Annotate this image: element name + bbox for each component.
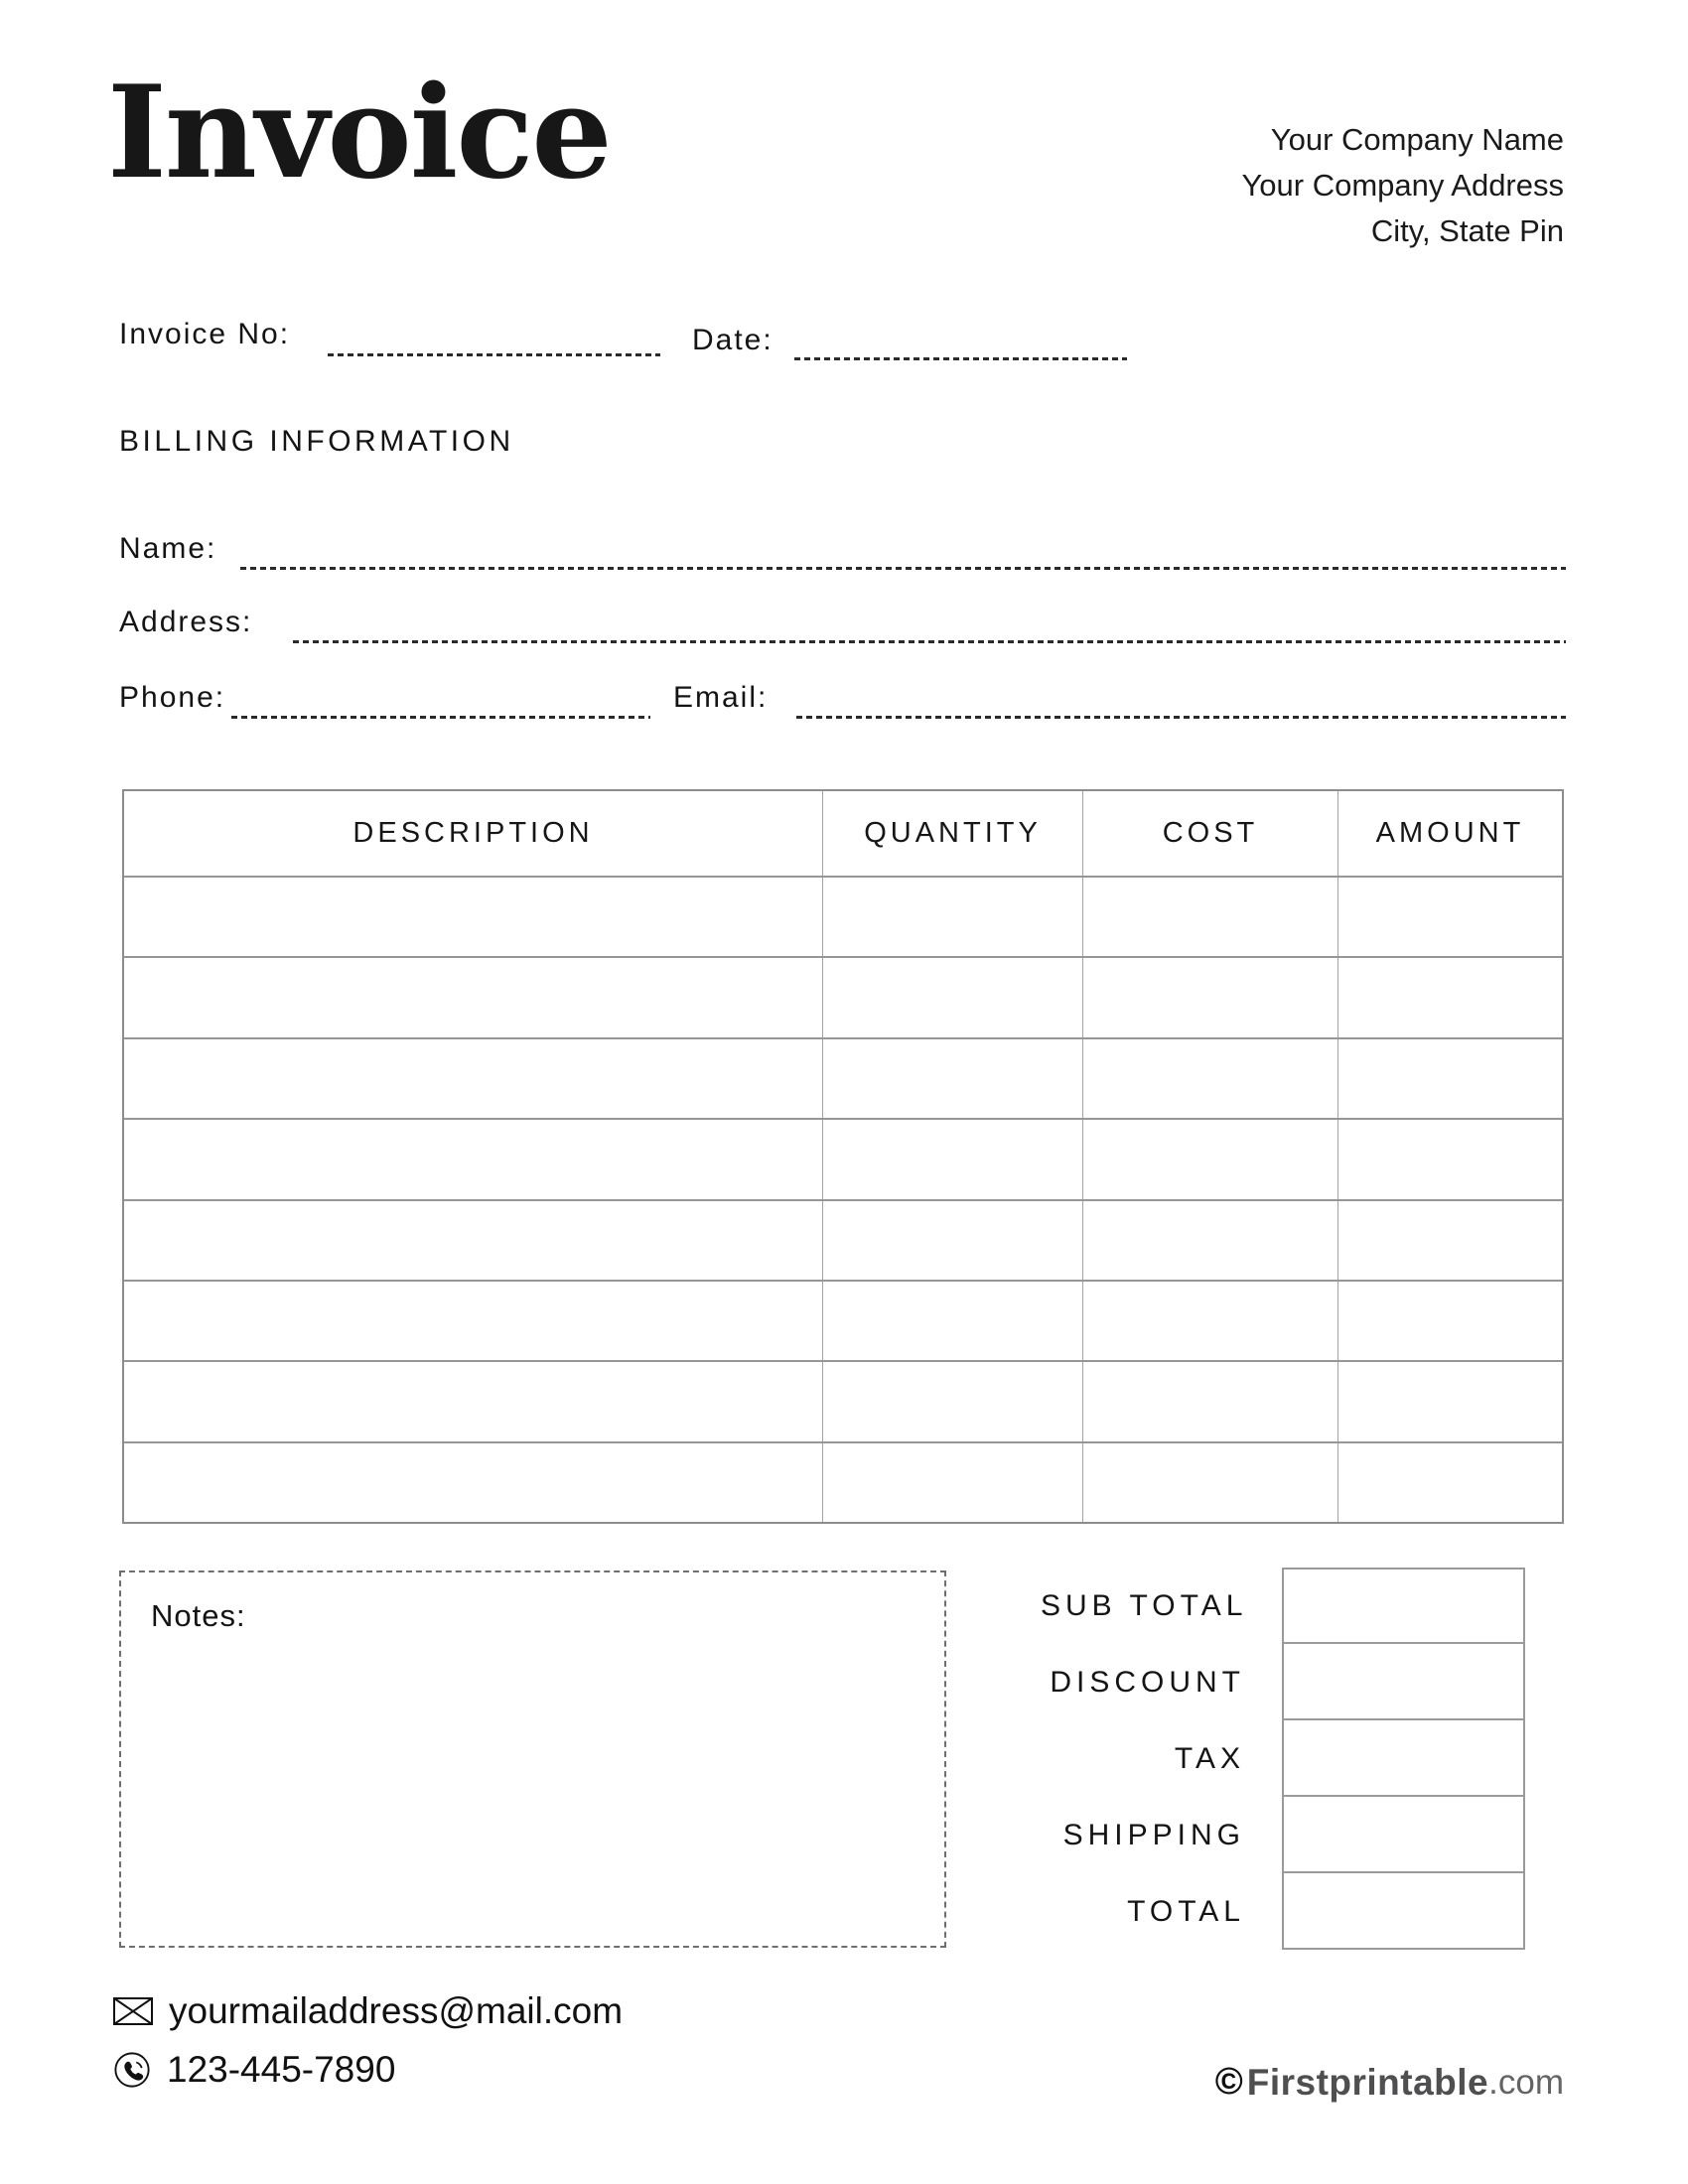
table-cell[interactable] [1337, 878, 1562, 956]
table-cell[interactable] [1337, 1362, 1562, 1440]
page-title: Invoice [107, 59, 611, 207]
total-row [1041, 1873, 1564, 1950]
tax-label: TAX [1174, 1741, 1245, 1775]
shipping-label: SHIPPING [1062, 1818, 1245, 1851]
table-cell[interactable] [822, 1362, 1082, 1440]
table-cell[interactable] [124, 1362, 822, 1440]
table-row [124, 1280, 1562, 1360]
table-cell[interactable] [822, 1039, 1082, 1118]
company-info [1241, 117, 1564, 254]
contact-phone-text: 123-445-7890 [167, 2049, 396, 2090]
table-cell[interactable] [1337, 1120, 1562, 1198]
table-cell[interactable] [124, 1282, 822, 1360]
brand-logo [1215, 2061, 1564, 2104]
contact-email-text: yourmailaddress@mail.com [169, 1990, 624, 2031]
phone-field[interactable] [231, 716, 650, 719]
table-cell[interactable] [1082, 1120, 1337, 1198]
date-field[interactable] [794, 357, 1127, 360]
table-header-row [124, 791, 1562, 876]
notes-box[interactable] [119, 1570, 946, 1948]
phone-label: Phone: [119, 681, 226, 714]
table-cell[interactable] [124, 1120, 822, 1198]
table-cell[interactable] [1082, 1362, 1337, 1440]
billing-heading: BILLING INFORMATION [119, 425, 514, 458]
discount-value-box[interactable] [1282, 1644, 1525, 1720]
tax-row [1041, 1720, 1564, 1797]
email-field[interactable] [796, 716, 1566, 719]
tax-value-box[interactable] [1282, 1720, 1525, 1797]
invoice-no-label: Invoice No: [119, 318, 291, 350]
notes-label: Notes: [151, 1598, 246, 1633]
column-header-amount: AMOUNT [1337, 791, 1562, 876]
table-cell[interactable] [124, 878, 822, 956]
brand-suffix: .com [1488, 2062, 1564, 2102]
table-cell[interactable] [1082, 1201, 1337, 1280]
address-field[interactable] [293, 640, 1566, 643]
total-label: TOTAL [1127, 1894, 1245, 1928]
company-address: Your Company Address [1241, 168, 1564, 203]
table-cell[interactable] [1337, 958, 1562, 1036]
totals-section [1041, 1568, 1564, 1950]
table-row [124, 1037, 1562, 1118]
brand-name: Firstprintable [1246, 2061, 1489, 2103]
subtotal-row [1041, 1568, 1564, 1644]
table-cell[interactable] [822, 1443, 1082, 1522]
contact-email [113, 1990, 623, 2032]
discount-label: DISCOUNT [1050, 1665, 1245, 1699]
table-cell[interactable] [822, 878, 1082, 956]
company-name: Your Company Name [1270, 122, 1564, 157]
invoice-no-field[interactable] [328, 353, 660, 356]
table-cell[interactable] [1082, 1282, 1337, 1360]
table-cell[interactable] [822, 1201, 1082, 1280]
table-row [124, 1199, 1562, 1280]
table-cell[interactable] [124, 1039, 822, 1118]
table-cell[interactable] [1337, 1039, 1562, 1118]
column-header-cost: COST [1082, 791, 1337, 876]
table-cell[interactable] [822, 1120, 1082, 1198]
column-header-quantity: QUANTITY [822, 791, 1082, 876]
table-row [124, 1441, 1562, 1522]
envelope-icon [113, 1997, 153, 2025]
table-cell[interactable] [1082, 958, 1337, 1036]
invoice-table-body [124, 876, 1562, 1522]
table-cell[interactable] [1337, 1443, 1562, 1522]
table-cell[interactable] [1082, 1039, 1337, 1118]
shipping-row [1041, 1797, 1564, 1873]
date-label: Date: [692, 324, 774, 356]
table-row [124, 1118, 1562, 1198]
company-city: City, State Pin [1370, 213, 1564, 248]
column-header-description: DESCRIPTION [352, 817, 594, 849]
table-cell[interactable] [124, 1443, 822, 1522]
email-label: Email: [673, 681, 769, 714]
discount-row [1041, 1644, 1564, 1720]
name-field[interactable] [240, 567, 1566, 570]
table-row [124, 876, 1562, 956]
subtotal-label: SUB TOTAL [1041, 1588, 1248, 1622]
table-cell[interactable] [1337, 1201, 1562, 1280]
table-cell[interactable] [822, 958, 1082, 1036]
shipping-value-box[interactable] [1282, 1797, 1525, 1873]
table-row [124, 1360, 1562, 1440]
name-label: Name: [119, 532, 217, 565]
table-row [124, 956, 1562, 1036]
subtotal-value-box[interactable] [1282, 1568, 1525, 1644]
table-cell[interactable] [124, 1201, 822, 1280]
table-cell[interactable] [822, 1282, 1082, 1360]
address-label: Address: [119, 606, 253, 638]
invoice-items-table [122, 789, 1564, 1524]
table-cell[interactable] [124, 958, 822, 1036]
table-cell[interactable] [1082, 878, 1337, 956]
contact-phone [113, 2049, 395, 2091]
phone-circle-icon [113, 2051, 151, 2089]
copyright-icon: © [1214, 2061, 1243, 2103]
total-value-box[interactable] [1282, 1873, 1525, 1950]
table-cell[interactable] [1337, 1282, 1562, 1360]
table-cell[interactable] [1082, 1443, 1337, 1522]
